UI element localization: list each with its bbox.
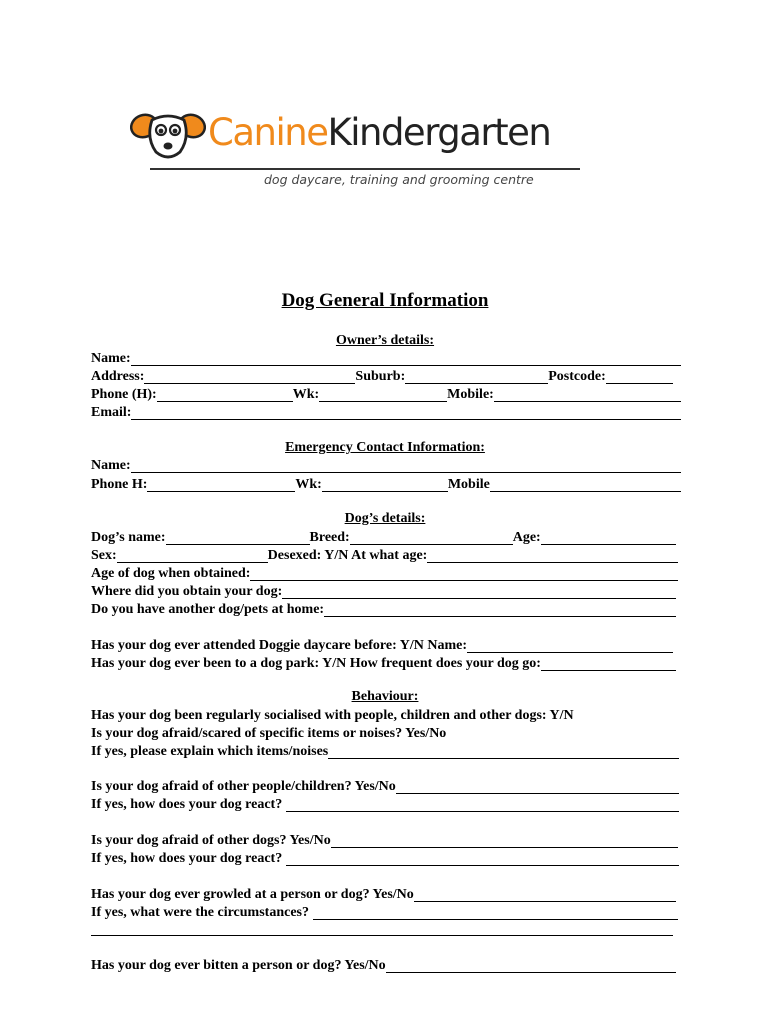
dog-park-label: Has your dog ever been to a dog park: Y/N How frequent does your dog go: xyxy=(91,656,541,671)
owner-suburb-field[interactable] xyxy=(405,370,548,384)
owner-phone-row xyxy=(91,386,681,404)
emergency-contact-heading: Emergency Contact Information: xyxy=(285,440,485,455)
form-title: Dog General Information xyxy=(281,290,489,311)
dog-name-field[interactable] xyxy=(166,531,310,545)
bitten-row xyxy=(91,957,676,975)
owner-postcode-label: Postcode: xyxy=(548,369,606,384)
company-logo xyxy=(130,108,590,198)
logo-tagline: dog daycare, training and grooming centre xyxy=(264,172,534,187)
explain-items-field[interactable] xyxy=(328,745,679,759)
emergency-name-field[interactable] xyxy=(131,459,681,473)
explain-items-row xyxy=(91,743,679,761)
logo-word-canine: Canine xyxy=(208,111,328,154)
emergency-name-label: Name: xyxy=(91,458,131,473)
dog-name-row xyxy=(91,529,676,547)
owner-wk-label: Wk: xyxy=(292,387,320,402)
bitten-field[interactable] xyxy=(386,959,676,973)
socialised-label: Has your dog been regularly socialised with people, children and other dogs: Y/N xyxy=(91,708,574,723)
bitten-label: Has your dog ever bitten a person or dog? Yes/No xyxy=(91,958,386,973)
react-dogs-field[interactable] xyxy=(286,852,679,866)
dog-age-label: Age: xyxy=(512,530,541,545)
owner-postcode-field[interactable] xyxy=(606,370,673,384)
dog-age-obtained-label: Age of dog when obtained: xyxy=(91,566,251,581)
owner-address-field[interactable] xyxy=(144,370,355,384)
emergency-mobile-field[interactable] xyxy=(490,478,681,492)
dog-where-obtained-field[interactable] xyxy=(282,585,676,599)
react-people-label: If yes, how does your dog react? xyxy=(91,797,283,812)
dog-breed-field[interactable] xyxy=(350,531,513,545)
circumstances-row xyxy=(91,904,678,922)
circumstances-extra-line[interactable] xyxy=(91,935,673,936)
afraid-people-label: Is your dog afraid of other people/children? Yes/No xyxy=(91,779,396,794)
logo-divider xyxy=(150,168,580,170)
afraid-people-field[interactable] xyxy=(396,780,679,794)
dog-desexed-label: Desexed: Y/N At what age: xyxy=(267,548,428,563)
dog-age-obtained-row xyxy=(91,565,678,583)
owner-phone-h-field[interactable] xyxy=(157,388,293,402)
daycare-name-field[interactable] xyxy=(467,639,673,653)
owner-phone-h-label: Phone (H): xyxy=(91,387,157,402)
dog-park-frequency-field[interactable] xyxy=(541,657,676,671)
afraid-dogs-field[interactable] xyxy=(331,834,678,848)
dog-where-obtained-row xyxy=(91,583,676,601)
dog-desexed-age-field[interactable] xyxy=(427,549,678,563)
owner-name-label: Name: xyxy=(91,351,131,366)
dog-age-obtained-field[interactable] xyxy=(250,567,678,581)
dog-where-obtained-label: Where did you obtain your dog: xyxy=(91,584,283,599)
react-dogs-label: If yes, how does your dog react? xyxy=(91,851,283,866)
owner-address-label: Address: xyxy=(91,369,145,384)
dog-other-pets-label: Do you have another dog/pets at home: xyxy=(91,602,325,617)
daycare-label: Has your dog ever attended Doggie daycare before: Y/N Name: xyxy=(91,638,467,653)
afraid-dogs-label: Is your dog afraid of other dogs? Yes/No xyxy=(91,833,331,848)
socialised-row xyxy=(91,707,681,725)
react-dogs-row xyxy=(91,850,679,868)
dog-sex-label: Sex: xyxy=(91,548,117,563)
dog-sex-row xyxy=(91,547,678,565)
dog-sex-field[interactable] xyxy=(117,549,268,563)
circumstances-label: If yes, what were the circumstances? xyxy=(91,905,309,920)
behaviour-heading: Behaviour: xyxy=(351,689,419,704)
dog-other-pets-field[interactable] xyxy=(324,603,676,617)
emergency-name-row xyxy=(91,457,681,475)
emergency-phone-h-field[interactable] xyxy=(147,478,295,492)
react-people-field[interactable] xyxy=(286,798,679,812)
emergency-phone-row xyxy=(91,476,681,494)
emergency-phone-h-label: Phone H: xyxy=(91,477,148,492)
growled-field[interactable] xyxy=(414,888,676,902)
circumstances-field[interactable] xyxy=(313,906,678,920)
owner-mobile-field[interactable] xyxy=(494,388,681,402)
afraid-dogs-row xyxy=(91,832,678,850)
owner-email-field[interactable] xyxy=(131,406,681,420)
dog-age-field[interactable] xyxy=(541,531,676,545)
owner-name-row xyxy=(91,350,681,368)
afraid-items-label: Is your dog afraid/scared of specific items or noises? Yes/No xyxy=(91,726,447,741)
dog-breed-label: Breed: xyxy=(309,530,350,545)
growled-row xyxy=(91,886,676,904)
owner-mobile-label: Mobile: xyxy=(447,387,494,402)
owner-wk-field[interactable] xyxy=(319,388,447,402)
owner-email-row xyxy=(91,404,681,422)
emergency-mobile-label: Mobile xyxy=(447,477,490,492)
dog-name-label: Dog’s name: xyxy=(91,530,166,545)
emergency-wk-field[interactable] xyxy=(322,478,448,492)
logo-word-kindergarten: Kindergarten xyxy=(327,111,551,154)
logo-wordmark xyxy=(208,110,550,156)
react-people-row xyxy=(91,796,679,814)
afraid-people-row xyxy=(91,778,679,796)
owner-address-row xyxy=(91,368,673,386)
afraid-items-row xyxy=(91,725,681,743)
owner-name-field[interactable] xyxy=(131,352,681,366)
daycare-row xyxy=(91,637,673,655)
dog-park-row xyxy=(91,655,676,673)
emergency-wk-label: Wk: xyxy=(295,477,322,492)
owner-details-heading: Owner’s details: xyxy=(335,333,435,348)
dog-other-pets-row xyxy=(91,601,676,619)
owner-suburb-label: Suburb: xyxy=(355,369,406,384)
growled-label: Has your dog ever growled at a person or dog? Yes/No xyxy=(91,887,414,902)
owner-email-label: Email: xyxy=(91,405,132,420)
dog-details-heading: Dog’s details: xyxy=(344,511,426,526)
dog-face-icon xyxy=(130,108,206,164)
explain-items-label: If yes, please explain which items/noises xyxy=(91,744,329,759)
